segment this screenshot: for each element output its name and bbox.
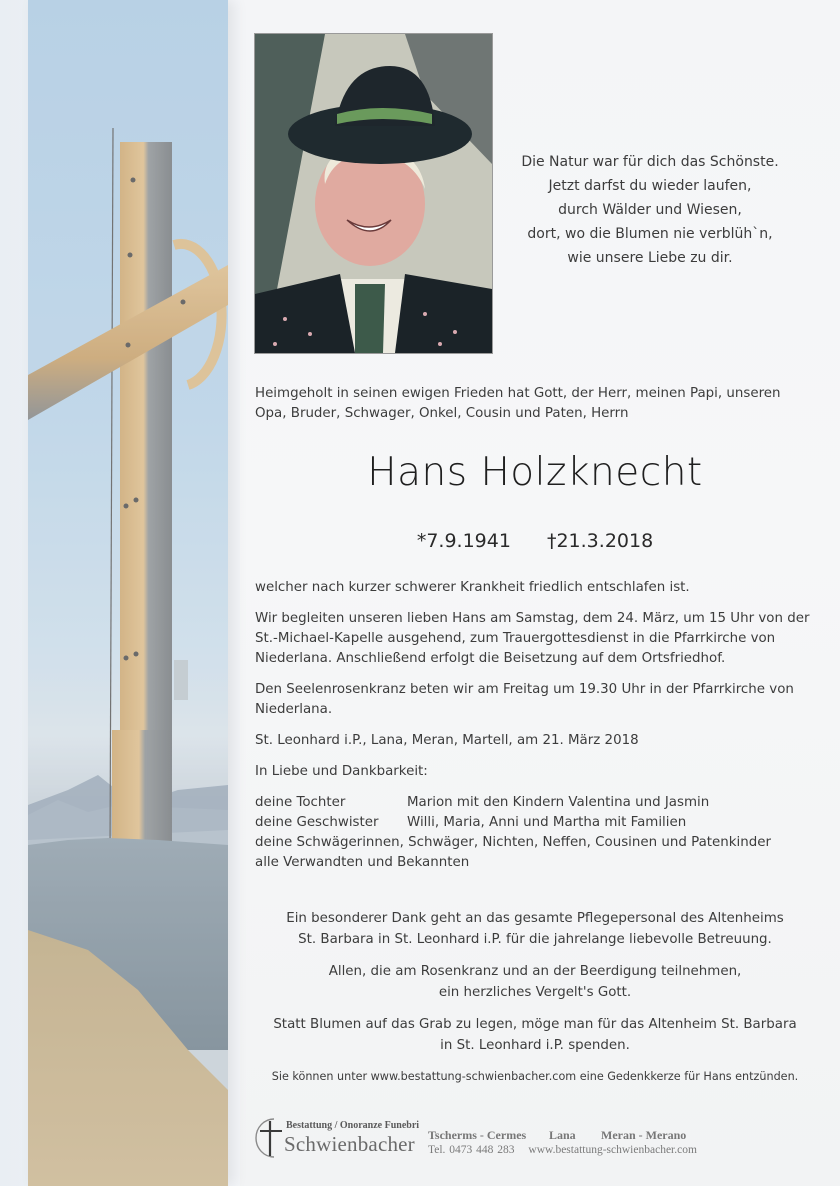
poem-line: Jetzt darfst du wieder laufen, [548,178,752,194]
family-extra-line: deine Schwägerinnen, Schwäger, Nichten, Neffen, Cousinen und Patenkinder [255,835,771,850]
thanks-section [255,908,815,1067]
birth-date: *7.9.1941 [416,530,511,552]
location-lana: Lana [549,1128,576,1142]
family-list [255,793,820,873]
poem-line: durch Wälder und Wiesen, [558,202,742,218]
location-meran: Meran - Merano [601,1128,687,1142]
announcement-body [255,578,820,873]
donation-line: in St. Leonhard i.P. spenden. [440,1038,630,1053]
funeral-text: Wir begleiten unseren lieben Hans am Samstag, dem 24. März, um 15 Uhr von der St.-Michael-Kapelle ausgehend, zum Trauergottesdienst in die Pfarrkirche von Niederlana. Anschließend erfolgt die Beisetzung auf dem Ortsfriedhof. [255,611,810,666]
death-date: †21.3.2018 [546,530,654,552]
strip-wash [28,0,228,1186]
family-names: Marion mit den Kindern Valentina und Jasmin [407,795,710,810]
family-names: Willi, Maria, Anni und Martha mit Familien [407,815,687,830]
family-relation: deine Geschwister [255,815,379,830]
poem-line: wie unsere Liebe zu dir. [567,250,733,266]
family-row [255,793,820,813]
rosary-text: Den Seelenrosenkranz beten wir am Freitag um 19.30 Uhr in der Pfarrkirche von Niederlana. [255,682,794,717]
attendee-thanks [255,961,815,1003]
website-link[interactable]: www.bestattung-schwienbacher.com [528,1144,697,1156]
phone-number: Tel. 0473 448 283 [428,1144,515,1156]
intro-text: Heimgeholt in seinen ewigen Frieden hat Gott, der Herr, meinen Papi, unseren Opa, Bruder, Schwager, Onkel, Cousin und Paten, Herrn [255,386,781,421]
portrait-photo [254,33,493,354]
poem-line: dort, wo die Blumen nie verblüh`n, [527,226,773,242]
logo-name: Schwienbacher [284,1132,415,1156]
memorial-candle-note: Sie können unter www.bestattung-schwienbacher.com eine Gedenkkerze für Hans entzünden. [271,1070,799,1083]
care-thanks-line: St. Barbara in St. Leonhard i.P. für die jahrelange liebevolle Betreuung. [298,932,772,947]
family-extra-line: alle Verwandten und Bekannten [255,855,470,870]
poem [500,150,800,270]
care-thanks-line: Ein besonderer Dank geht an das gesamte Pflegepersonal des Altenheims [286,911,784,926]
family-row [255,813,820,833]
care-thanks [255,908,815,950]
attendee-thanks-line: ein herzliches Vergelt's Gott. [438,985,632,1000]
passing-text: welcher nach kurzer schwerer Krankheit friedlich entschlafen ist. [255,580,690,595]
funeral-home-footer [254,1116,714,1160]
place-date: St. Leonhard i.P., Lana, Meran, Martell, am 21. März 2018 [255,733,639,748]
life-dates [255,530,815,552]
attendee-thanks-line: Allen, die am Rosenkranz und an der Beerdigung teilnehmen, [328,964,742,979]
gratitude-heading: In Liebe und Dankbarkeit: [255,764,428,779]
donation-line: Statt Blumen auf das Grab zu legen, möge man für das Altenheim St. Barbara [273,1017,797,1032]
donation-note [255,1014,815,1056]
location-tscherms: Tscherms - Cermes [428,1128,527,1142]
poem-line: Die Natur war für dich das Schönste. [521,154,779,170]
family-relation: deine Tochter [255,795,346,810]
portrait-man-in-hat-icon [255,34,492,353]
contact-info [428,1144,697,1156]
logo-subtitle: Bestattung / Onoranze Funebri [286,1120,420,1131]
cross-logo-icon [254,1116,286,1160]
summit-cross-image [28,0,228,1186]
deceased-name: Hans Holzknecht [367,450,703,495]
